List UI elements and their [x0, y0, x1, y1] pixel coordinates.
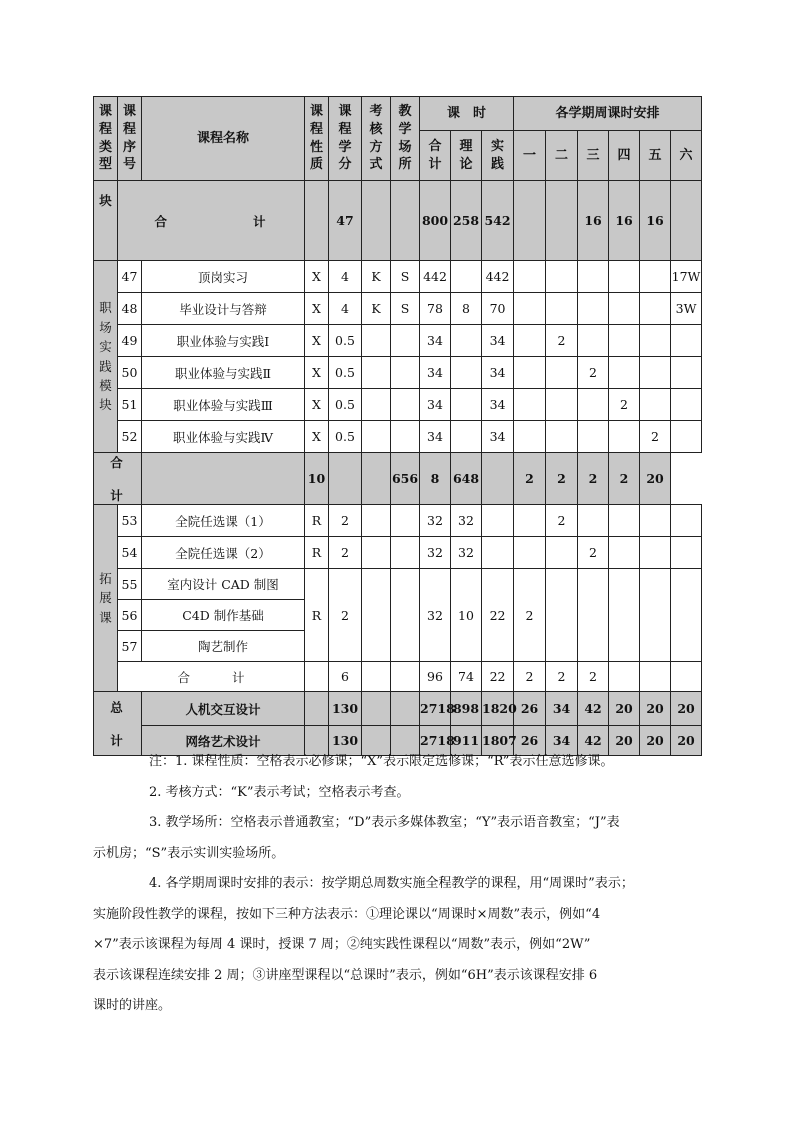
prev-section-hours-total: 800 — [420, 181, 451, 261]
practice-sum-practice: 648 — [451, 453, 482, 505]
ext-group-venue — [391, 569, 420, 662]
practice-sum-s3: 2 — [546, 453, 578, 505]
grand-total-s5: 20 — [640, 692, 671, 726]
practice-theory — [451, 357, 482, 389]
ext-s3: 2 — [578, 537, 609, 569]
practice-nature: X — [305, 261, 329, 293]
ext-group-theory: 10 — [451, 569, 482, 662]
header-hours-theory-label: 理 论 — [459, 138, 473, 172]
ext-sum-credits: 6 — [329, 662, 362, 692]
practice-row-51 — [94, 389, 702, 421]
header-row-1 — [94, 97, 702, 131]
ext-no: 55 — [118, 569, 142, 600]
practice-s3 — [578, 325, 609, 357]
ext-credits: 2 — [329, 505, 362, 537]
ext-exam — [362, 505, 391, 537]
ext-s6 — [671, 537, 702, 569]
practice-row-49 — [94, 325, 702, 357]
practice-sum-credits: 10 — [305, 453, 329, 505]
practice-sum-s2: 2 — [514, 453, 546, 505]
grand-total-s2: 34 — [546, 692, 578, 726]
practice-venue — [391, 325, 420, 357]
ext-row-55 — [94, 569, 702, 600]
ext-row-53 — [94, 505, 702, 537]
practice-sum-exam — [329, 453, 362, 505]
practice-type-char-2: 场 — [99, 319, 112, 335]
note-4d: 表示该课程连续安排 2 周；③讲座型课程以“总课时”表示，例如“6H”表示该课程安排 6 — [93, 967, 598, 983]
grand-total-s6: 20 — [671, 692, 702, 726]
practice-s6: 3W — [671, 293, 702, 325]
practice-sum-label-a: 合 — [110, 455, 125, 470]
practice-type-char-4: 践 — [99, 358, 112, 374]
ext-name: 全院任选课（1） — [142, 505, 305, 537]
ext-section-type — [94, 505, 118, 692]
prev-section-total-label — [118, 181, 305, 261]
practice-sum-s1 — [482, 453, 514, 505]
practice-exam: K — [362, 261, 391, 293]
ext-s2 — [546, 537, 578, 569]
note-2: 2. 考核方式：“K”表示考试；空格表示考查。 — [149, 784, 410, 800]
note-4b: 实施阶段性教学的课程，按如下三种方法表示：①理论课以“周课时×周数”表示，例如“4 — [93, 906, 601, 922]
ext-no: 57 — [118, 631, 142, 662]
header-venue-label: 教 学 场 所 — [398, 104, 412, 173]
ext-type-char-3: 课 — [99, 609, 112, 625]
grand-total-label — [94, 692, 142, 756]
ext-venue — [391, 537, 420, 569]
course-schedule-table — [93, 96, 702, 756]
practice-total: 34 — [420, 357, 451, 389]
practice-no: 49 — [118, 325, 142, 357]
header-course-nature-label: 课 程 性 质 — [309, 104, 323, 173]
practice-row-47 — [94, 261, 702, 293]
ext-group-s1: 2 — [514, 569, 546, 662]
header-semester-6: 六 — [671, 131, 702, 181]
practice-theory: 8 — [451, 293, 482, 325]
practice-exam: K — [362, 293, 391, 325]
practice-name: 职业体验与实践Ⅳ — [142, 421, 305, 453]
practice-name: 职业体验与实践Ⅲ — [142, 389, 305, 421]
header-semester-5: 五 — [640, 131, 671, 181]
prev-section-s2 — [546, 181, 578, 261]
prev-section-s6 — [671, 181, 702, 261]
ext-s5 — [640, 537, 671, 569]
practice-nature: X — [305, 357, 329, 389]
grand-total-label-a: 总 — [110, 700, 125, 715]
grand-total-theory: 911 — [451, 726, 482, 756]
header-hours-theory — [451, 131, 482, 181]
prev-section-total-row — [94, 181, 702, 261]
grand-total-s4: 20 — [609, 692, 640, 726]
header-course-no — [118, 97, 142, 181]
ext-total: 32 — [420, 505, 451, 537]
ext-group-s4 — [609, 569, 640, 662]
ext-sum-s1: 2 — [514, 662, 546, 692]
prev-section-s1 — [514, 181, 546, 261]
ext-sum-venue — [391, 662, 420, 692]
grand-total-venue — [391, 692, 420, 726]
grand-total-name: 人机交互设计 — [142, 692, 305, 726]
ext-sum-s3: 2 — [578, 662, 609, 692]
header-exam-method — [362, 97, 391, 181]
header-semester-title: 各学期周课时安排 — [514, 97, 702, 131]
ext-exam — [362, 537, 391, 569]
practice-no: 47 — [118, 261, 142, 293]
ext-group-practice: 22 — [482, 569, 514, 662]
practice-credits: 0.5 — [329, 421, 362, 453]
practice-s3: 2 — [578, 357, 609, 389]
ext-sum-row — [94, 662, 702, 692]
grand-total-practice: 1820 — [482, 692, 514, 726]
practice-section — [94, 261, 702, 453]
practice-row-52 — [94, 421, 702, 453]
ext-name: 室内设计 CAD 制图 — [142, 569, 305, 600]
grand-total-total: 2718 — [420, 726, 451, 756]
practice-total: 34 — [420, 421, 451, 453]
ext-sum-label-a: 合 — [177, 669, 190, 685]
practice-venue — [391, 421, 420, 453]
practice-s5 — [640, 357, 671, 389]
practice-sum-s6: 20 — [640, 453, 671, 505]
practice-s4 — [609, 421, 640, 453]
practice-s6 — [671, 421, 702, 453]
header-course-type-label: 课 程 类 型 — [98, 104, 112, 173]
prev-section-total-label-b: 计 — [253, 213, 268, 229]
practice-type-char-6: 块 — [99, 397, 112, 413]
practice-s5 — [640, 389, 671, 421]
ext-theory: 32 — [451, 537, 482, 569]
practice-name: 职业体验与实践Ⅰ — [142, 325, 305, 357]
practice-credits: 0.5 — [329, 389, 362, 421]
practice-s6: 17W — [671, 261, 702, 293]
practice-exam — [362, 357, 391, 389]
practice-no: 51 — [118, 389, 142, 421]
prev-section-total-label-a: 合 — [154, 213, 169, 229]
practice-s1 — [514, 325, 546, 357]
practice-type-char-1: 职 — [99, 300, 112, 316]
practice-s6 — [671, 325, 702, 357]
practice-credits: 4 — [329, 293, 362, 325]
practice-sum-venue — [362, 453, 391, 505]
ext-group-nature: R — [305, 569, 329, 662]
practice-practice: 34 — [482, 421, 514, 453]
header-hours-total-label: 合 计 — [428, 138, 442, 172]
practice-name: 毕业设计与答辩 — [142, 293, 305, 325]
grand-total-theory: 898 — [451, 692, 482, 726]
ext-practice — [482, 537, 514, 569]
practice-s4 — [609, 325, 640, 357]
practice-s6 — [671, 389, 702, 421]
header-semester-4: 四 — [609, 131, 640, 181]
header-exam-method-label: 考 核 方 式 — [369, 104, 383, 173]
practice-exam — [362, 389, 391, 421]
practice-name: 顶岗实习 — [142, 261, 305, 293]
practice-s3 — [578, 421, 609, 453]
practice-practice: 442 — [482, 261, 514, 293]
note-3b: 示机房；“S”表示实训实验场所。 — [93, 845, 285, 861]
practice-venue — [391, 357, 420, 389]
practice-s4 — [609, 293, 640, 325]
header-semester-2: 二 — [546, 131, 578, 181]
grand-total-s6: 20 — [671, 726, 702, 756]
prev-section-exam — [362, 181, 391, 261]
practice-practice: 34 — [482, 389, 514, 421]
prev-section-s4: 16 — [609, 181, 640, 261]
ext-group-s2 — [546, 569, 578, 662]
ext-sum-s6 — [671, 662, 702, 692]
practice-s5 — [640, 261, 671, 293]
ext-sum-exam — [362, 662, 391, 692]
grand-total-s3: 42 — [578, 726, 609, 756]
practice-sum-theory: 8 — [420, 453, 451, 505]
practice-theory — [451, 325, 482, 357]
grand-total-exam — [362, 692, 391, 726]
prev-section-nature — [305, 181, 329, 261]
ext-group-credits: 2 — [329, 569, 362, 662]
practice-s3 — [578, 389, 609, 421]
ext-s2: 2 — [546, 505, 578, 537]
ext-type-char-1: 拓 — [99, 570, 112, 586]
header-course-name: 课程名称 — [142, 97, 305, 181]
practice-name: 职业体验与实践Ⅱ — [142, 357, 305, 389]
practice-sum-nature — [142, 453, 305, 505]
practice-s5: 2 — [640, 421, 671, 453]
practice-venue: S — [391, 261, 420, 293]
ext-no: 56 — [118, 600, 142, 631]
header-hours: 课 时 — [420, 97, 514, 131]
practice-credits: 0.5 — [329, 357, 362, 389]
practice-sum-row — [94, 453, 702, 505]
practice-section-type — [94, 261, 118, 453]
ext-name: 全院任选课（2） — [142, 537, 305, 569]
grand-total-s5: 20 — [640, 726, 671, 756]
prev-section-s3: 16 — [578, 181, 609, 261]
practice-s2 — [546, 261, 578, 293]
practice-s1 — [514, 389, 546, 421]
practice-total: 78 — [420, 293, 451, 325]
ext-venue — [391, 505, 420, 537]
header-credits — [329, 97, 362, 181]
practice-credits: 0.5 — [329, 325, 362, 357]
grand-total-s1: 26 — [514, 692, 546, 726]
practice-sum-s5: 2 — [609, 453, 640, 505]
practice-practice: 34 — [482, 357, 514, 389]
practice-s1 — [514, 261, 546, 293]
practice-sum-label-b: 计 — [110, 488, 125, 503]
grand-total-credits: 130 — [329, 692, 362, 726]
grand-total-row-1 — [94, 692, 702, 726]
practice-s5 — [640, 293, 671, 325]
note-4e: 课时的讲座。 — [93, 998, 172, 1013]
note-4a: 4. 各学期周课时安排的表示：按学期总周数实施全程教学的课程，用“周课时”表示； — [149, 876, 634, 891]
header-course-no-label: 课 程 序 号 — [122, 104, 136, 173]
ext-s3 — [578, 505, 609, 537]
ext-s1 — [514, 537, 546, 569]
practice-s4: 2 — [609, 389, 640, 421]
grand-total-name: 网络艺术设计 — [142, 726, 305, 756]
practice-s4 — [609, 357, 640, 389]
ext-s4 — [609, 537, 640, 569]
grand-total-credits: 130 — [329, 726, 362, 756]
ext-group-total: 32 — [420, 569, 451, 662]
note-4c: ×7”表示该课程为每周 4 课时，授课 7 周；②纯实践性课程以“周数”表示，例如“2W” — [93, 937, 591, 952]
ext-sum-s5 — [640, 662, 671, 692]
ext-no: 53 — [118, 505, 142, 537]
ext-no: 54 — [118, 537, 142, 569]
note-1: 注：1. 课程性质：空格表示必修课；“X”表示限定选修课；“R”表示任意选修课。 — [149, 754, 614, 769]
header-credits-label: 课 程 学 分 — [338, 104, 352, 173]
ext-sum-label-b: 计 — [232, 669, 245, 685]
practice-s2 — [546, 421, 578, 453]
ext-name: C4D 制作基础 — [142, 600, 305, 631]
practice-s1 — [514, 357, 546, 389]
practice-sum-total: 656 — [391, 453, 420, 505]
ext-s4 — [609, 505, 640, 537]
header-semester-1: 一 — [514, 131, 546, 181]
ext-s5 — [640, 505, 671, 537]
practice-nature: X — [305, 421, 329, 453]
practice-type-char-5: 模 — [99, 377, 112, 393]
practice-practice: 70 — [482, 293, 514, 325]
ext-sum-label — [118, 662, 305, 692]
practice-s5 — [640, 325, 671, 357]
practice-s2 — [546, 293, 578, 325]
practice-nature: X — [305, 293, 329, 325]
grand-total-s1: 26 — [514, 726, 546, 756]
header-venue — [391, 97, 420, 181]
header-course-nature — [305, 97, 329, 181]
practice-exam — [362, 421, 391, 453]
ext-credits: 2 — [329, 537, 362, 569]
grand-total-s2: 34 — [546, 726, 578, 756]
practice-type-char-3: 实 — [99, 339, 112, 355]
ext-total: 32 — [420, 537, 451, 569]
practice-practice: 34 — [482, 325, 514, 357]
ext-sum-practice: 22 — [482, 662, 514, 692]
practice-venue — [391, 389, 420, 421]
practice-total: 34 — [420, 389, 451, 421]
grand-total-s4: 20 — [609, 726, 640, 756]
practice-s4 — [609, 261, 640, 293]
practice-theory — [451, 261, 482, 293]
ext-nature: R — [305, 505, 329, 537]
practice-sum-s4: 2 — [578, 453, 609, 505]
ext-group-s6 — [671, 569, 702, 662]
practice-sum-label — [94, 453, 142, 505]
grand-total-practice: 1807 — [482, 726, 514, 756]
practice-nature: X — [305, 325, 329, 357]
practice-venue: S — [391, 293, 420, 325]
prev-section-venue — [391, 181, 420, 261]
ext-name: 陶艺制作 — [142, 631, 305, 662]
header-hours-practice — [482, 131, 514, 181]
practice-exam — [362, 325, 391, 357]
ext-sum-s4 — [609, 662, 640, 692]
ext-sum-s2: 2 — [546, 662, 578, 692]
practice-total: 442 — [420, 261, 451, 293]
practice-theory — [451, 421, 482, 453]
practice-no: 50 — [118, 357, 142, 389]
practice-nature: X — [305, 389, 329, 421]
prev-section-type-tail: 块 — [94, 181, 118, 261]
practice-theory — [451, 389, 482, 421]
practice-s2: 2 — [546, 325, 578, 357]
practice-s6 — [671, 357, 702, 389]
practice-s1 — [514, 293, 546, 325]
practice-row-48 — [94, 293, 702, 325]
ext-sum-theory: 74 — [451, 662, 482, 692]
header-semester-3: 三 — [578, 131, 609, 181]
ext-sum-nature — [305, 662, 329, 692]
practice-total: 34 — [420, 325, 451, 357]
header-hours-practice-label: 实 践 — [491, 138, 505, 172]
prev-section-hours-theory: 258 — [451, 181, 482, 261]
ext-group-exam — [362, 569, 391, 662]
ext-type-char-2: 展 — [99, 590, 112, 606]
ext-theory: 32 — [451, 505, 482, 537]
ext-group-s5 — [640, 569, 671, 662]
grand-total-s3: 42 — [578, 692, 609, 726]
ext-sum-total: 96 — [420, 662, 451, 692]
practice-s3 — [578, 293, 609, 325]
ext-practice — [482, 505, 514, 537]
practice-s3 — [578, 261, 609, 293]
practice-no: 48 — [118, 293, 142, 325]
ext-s6 — [671, 505, 702, 537]
prev-section-credits: 47 — [329, 181, 362, 261]
practice-s1 — [514, 421, 546, 453]
notes — [93, 747, 705, 1022]
prev-section-hours-practice: 542 — [482, 181, 514, 261]
practice-s2 — [546, 357, 578, 389]
header-course-type — [94, 97, 118, 181]
practice-row-50 — [94, 357, 702, 389]
practice-credits: 4 — [329, 261, 362, 293]
note-3a: 3. 教学场所：空格表示普通教室；“D”表示多媒体教室；“Y”表示语音教室；“J”表 — [149, 815, 620, 830]
ext-group-s3 — [578, 569, 609, 662]
ext-s1 — [514, 505, 546, 537]
header-hours-total — [420, 131, 451, 181]
grand-total-nature — [305, 692, 329, 726]
grand-total-label-b: 计 — [110, 733, 125, 748]
prev-section-s5: 16 — [640, 181, 671, 261]
practice-no: 52 — [118, 421, 142, 453]
ext-row-54 — [94, 537, 702, 569]
practice-s2 — [546, 389, 578, 421]
grand-total-total: 2718 — [420, 692, 451, 726]
ext-nature: R — [305, 537, 329, 569]
